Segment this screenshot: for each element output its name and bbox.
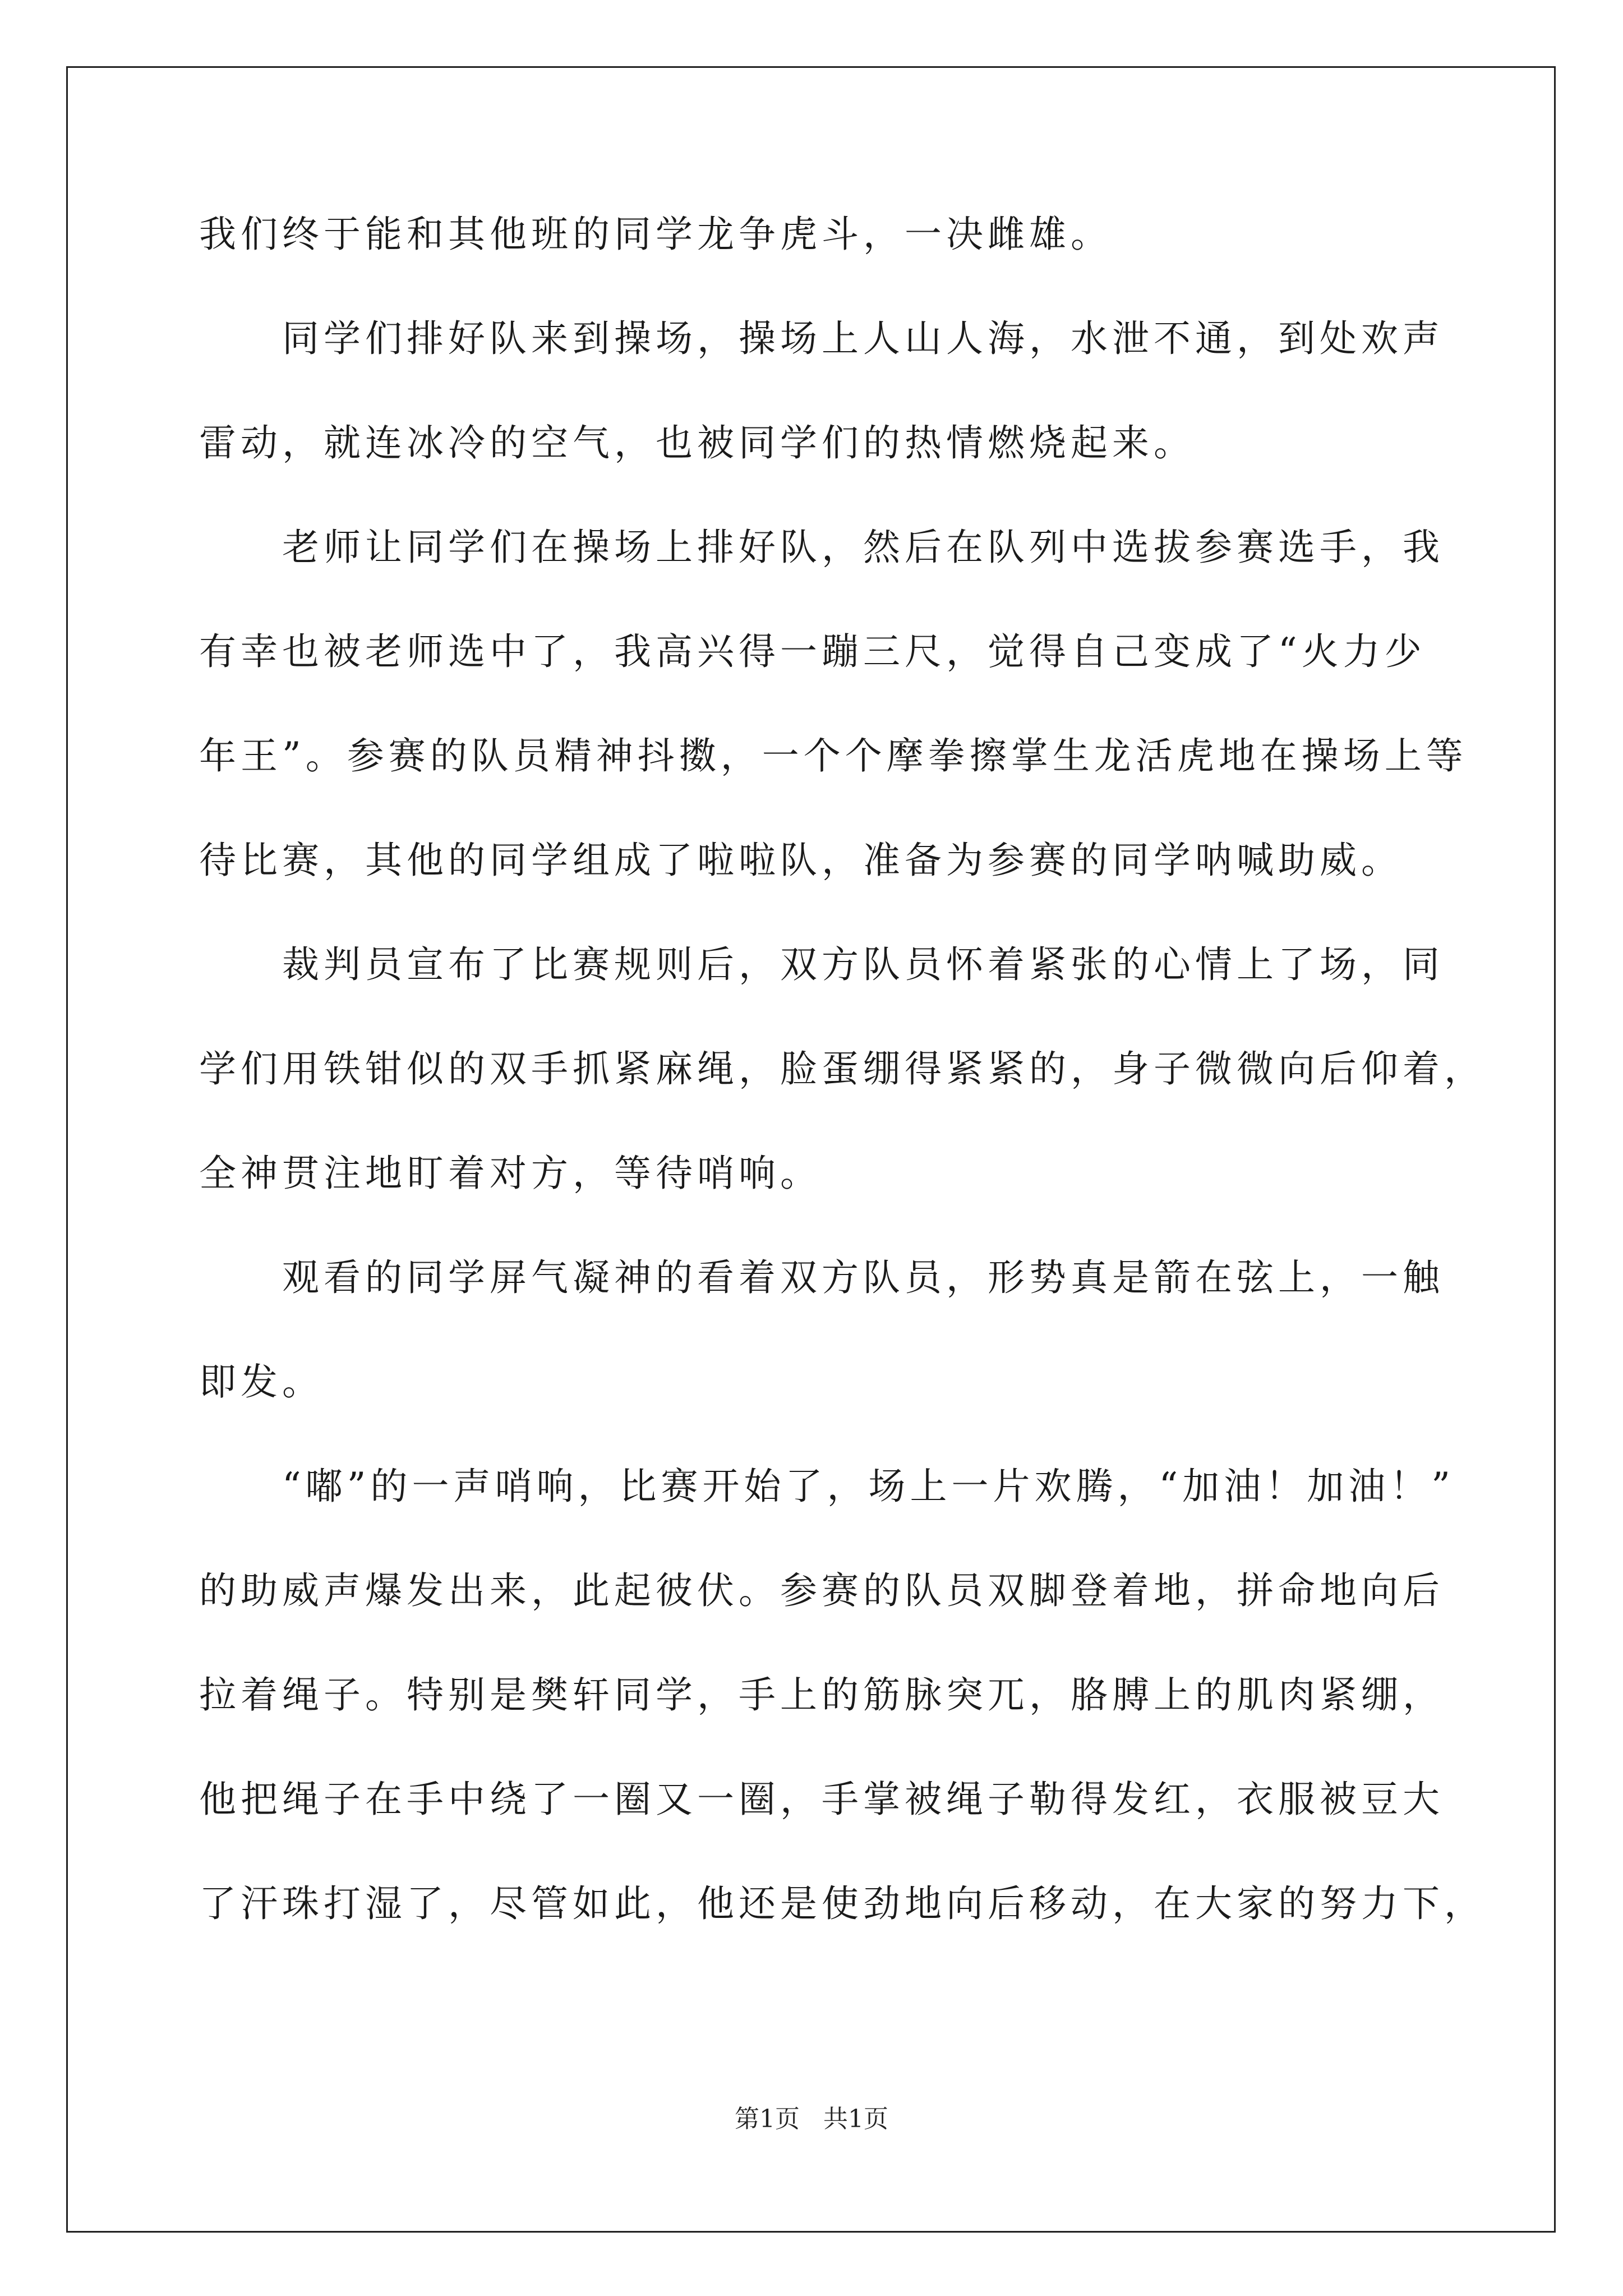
- text-line: 的助威声爆发出来，此起彼伏。参赛的队员双脚登着地，拼命地向后: [199, 1569, 1444, 1612]
- text-line: 雷动，就连冰冷的空气，也被同学们的热情燃烧起来。: [199, 421, 1195, 464]
- text-line: 学们用铁钳似的双手抓紧麻绳，脸蛋绷得紧紧的，身子微微向后仰着，: [199, 1047, 1486, 1091]
- text-line: 他把绳子在手中绕了一圈又一圈，手掌被绳子勒得发红，衣服被豆大: [199, 1778, 1444, 1821]
- text-line: 有幸也被老师选中了，我高兴得一蹦三尺，觉得自己变成了“火力少: [199, 630, 1426, 673]
- text-line: 了汗珠打湿了，尽管如此，他还是使劲地向后移动，在大家的努力下，: [199, 1882, 1486, 1925]
- text-line: 观看的同学屏气凝神的看着双方队员，形势真是箭在弦上，一触: [199, 1256, 1444, 1299]
- text-line: “嘟”的一声哨响，比赛开始了，场上一片欢腾，“加油！加油！”: [199, 1465, 1455, 1508]
- text-line: 即发。: [199, 1360, 324, 1404]
- page-footer: [0, 2102, 1623, 2136]
- text-line: 我们终于能和其他班的同学龙争虎斗，一决雌雄。: [199, 213, 1112, 256]
- text-line: 拉着绳子。特别是樊轩同学，手上的筋脉突兀，胳膊上的肌肉紧绷，: [199, 1673, 1444, 1717]
- text-line: 年王”。参赛的队员精神抖擞，一个个摩拳擦掌生龙活虎地在操场上等: [199, 734, 1468, 777]
- text-line: 全神贯注地盯着对方，等待哨响。: [199, 1152, 822, 1195]
- text-line: 同学们排好队来到操场，操场上人山人海，水泄不通，到处欢声: [199, 317, 1444, 360]
- text-line: 老师让同学们在操场上排好队，然后在队列中选拔参赛选手，我: [199, 526, 1444, 569]
- text-line: 待比赛，其他的同学组成了啦啦队，准备为参赛的同学呐喊助威。: [199, 839, 1403, 882]
- page-total: 共1页: [823, 2105, 888, 2133]
- text-line: 裁判员宣布了比赛规则后，双方队员怀着紧张的心情上了场，同: [199, 943, 1444, 986]
- page-number: 第1页: [735, 2105, 800, 2133]
